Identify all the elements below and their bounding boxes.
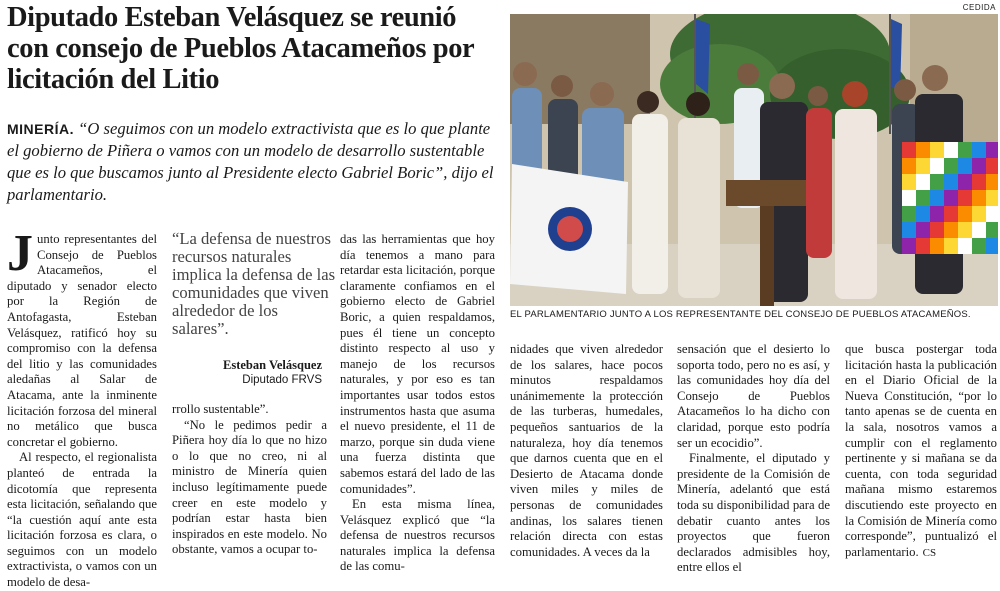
body-column-1 (7, 225, 157, 591)
section-kicker: MINERÍA. (7, 121, 74, 137)
col1-para-2: Al respecto, el regionalista planteó de entrada la dicotomía que representa esta licitación, señalando que “la cuestión aquí ante esta licitación forzosa es clara, o seguimos con un modelo extractivista, o vamos con un modelo de desa- (7, 450, 157, 590)
pull-quote: “La defensa de nuestros recursos naturales implica la defensa de las comunidades que viven alrededor de los salares”. (172, 229, 336, 338)
group-photo-illustration (510, 14, 998, 306)
col3-para-2: En esta misma línea, Velásquez explicó que “la defensa de nuestros recursos naturales implica la defensa de las comu- (340, 497, 495, 574)
col5-para-2: Finalmente, el diputado y presidente de la Comisión de Minería, adelantó que está toda su disponibilidad para de debatir cuanto antes los proyectos que fueron declarados admisibles hoy, entre ellos el (677, 451, 830, 575)
col1-para-1: unto representantes del Consejo de Pueblos Atacameños, el diputado y senador electo por la Región de Antofagasta, Esteban Velásquez, ratificó hoy su compromiso con la defensa del litio y las comunidades aledañas al Salar de Atacama, ante la inminente licitación forzosa del mineral no metálico que busca concretar el gobierno. (7, 232, 157, 449)
col6-para-1: que busca postergar toda licitación hasta la publicación en el Diario Oficial de la Nueva Constitución, “por lo tanto apenas se de cuenta en la sala, nosotros vamos a cumplir con el reglamento pertinente y si mañana se da cuenta, con toda seguridad mañana mismo estaremos discutiendo este proyecto en la Comisión de Minería como corresponde”, puntualizó el parlamentario. (845, 342, 997, 559)
photo-caption: EL PARLAMENTARIO JUNTO A LOS REPRESENTANTE DEL CONSEJO DE PUEBLOS ATACAMEÑOS. (510, 309, 971, 320)
body-column-5 (677, 342, 830, 576)
news-photo (510, 14, 998, 306)
col5-para-1: sensación que el desierto lo soporta todo, pero no es así, y las comunidades hoy día del Consejo de Pueblos Atacameños lo ha dicho con claridad, porque esto podría ser un ecocidio”. (677, 342, 830, 450)
lead-text: “O seguimos con un modelo extractivista que es lo que plante el gobierno de Piñera o vamos con un modelo de desarrollo sustentable que es lo que buscamos junto al Presidente electo Gabriel Boric”, dijo el parlamentario. (7, 119, 494, 204)
body-column-4 (510, 342, 663, 560)
end-mark: CS (922, 546, 937, 559)
pull-quote-author: Esteban Velásquez (223, 358, 322, 372)
pull-quote-role: Diputado FRVS (242, 374, 322, 386)
col4-para-1: nidades que viven alrededor de los salares, hace pocos minutos respaldamos unánimemente la protección de las turberas, humedales, pequeños santuarios de la naturaleza, hoy día tenemos que darnos cuenta que en el Desierto de Atacama donde viven miles y miles de personas de comunidades andinas, los salares tienen relación directa con estas comunidades. A veces da la (510, 342, 663, 559)
drop-cap: J (7, 225, 33, 282)
lead-paragraph (7, 118, 497, 206)
body-column-3 (340, 232, 495, 575)
col2-para-1: rrollo sustentable”. (172, 402, 269, 416)
headline: Diputado Esteban Velásquez se reunió con consejo de Pueblos Atacameños por licitación del Litio (7, 2, 474, 95)
body-column-6 (845, 342, 997, 561)
col3-para-1: das las herramientas que hoy día tenemos a mano para retardar esta licitación, porque claramente confiamos en el gobierno electo de Gabriel Boric, a quien respaldamos, pues él tiene un concepto distinto respecto al uso y manejo de los recursos naturales, y por eso es tan importantes usar todos estos instrumentos hasta que asuma el nuevo presidente, el 11 de marzo, porque sin duda viene una fuerza distinta que sabemos estará del lado de las comunidades”. (340, 232, 495, 496)
photo-credit: CEDIDA (962, 3, 996, 12)
body-column-2 (172, 402, 327, 558)
col2-para-2: “No le pedimos pedir a Piñera hoy día lo que no hizo o lo que no creo, ni al ministro de Minería quien incluso legítimamente puede creer en este modelo y podrían estar hasta bien inspirados en este modelo. No obstante, vamos a ocupar to- (172, 417, 327, 557)
